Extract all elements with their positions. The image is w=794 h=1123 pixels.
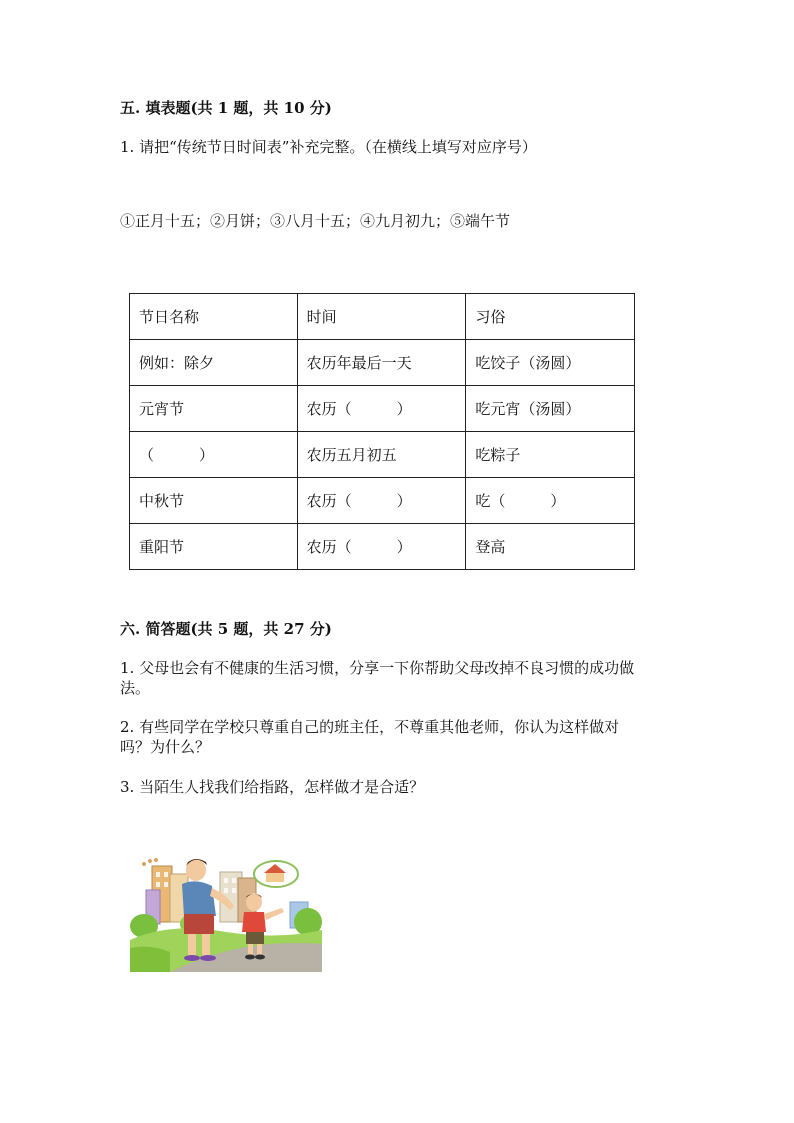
- table-cell: 吃（ ）: [466, 478, 635, 524]
- table-cell: 吃元宵（汤圆）: [466, 386, 635, 432]
- table-cell: 农历（ ）: [297, 478, 466, 524]
- question-6-1-line2: 法。: [120, 679, 151, 697]
- table-header-cell: 习俗: [466, 294, 635, 340]
- illustration-image: [130, 852, 322, 972]
- table-row: [130, 386, 635, 432]
- table-header-cell: 节日名称: [130, 294, 298, 340]
- table-cell: 吃饺子（汤圆）: [466, 340, 635, 386]
- table-cell: 元宵节: [130, 386, 298, 432]
- question-5-1: 1. 请把“传统节日时间表”补充完整。（在横线上填写对应序号）: [120, 138, 537, 156]
- table-row: [130, 432, 635, 478]
- table-cell: 农历五月初五: [297, 432, 466, 478]
- illustration-man-and-boy-giving-directions: [130, 852, 322, 972]
- table-cell: （ ）: [130, 432, 298, 478]
- question-6-1-line1: 1. 父母也会有不健康的生活习惯，分享一下你帮助父母改掉不良习惯的成功做: [120, 659, 635, 677]
- table-cell: 重阳节: [130, 524, 298, 570]
- table-row: [130, 340, 635, 386]
- table-cell: 农历（ ）: [297, 524, 466, 570]
- section6-heading: 六. 简答题(共 5 题，共 27 分): [120, 620, 332, 638]
- question-6-2-line2: 吗？为什么？: [120, 738, 211, 756]
- section5-heading: 五. 填表题(共 1 题，共 10 分): [120, 99, 332, 117]
- table-cell: 中秋节: [130, 478, 298, 524]
- options-line: ①正月十五；②月饼；③八月十五；④九月初九；⑤端午节: [120, 212, 511, 230]
- table-row: [130, 524, 635, 570]
- table-cell: 吃粽子: [466, 432, 635, 478]
- table-cell: 农历（ ）: [297, 386, 466, 432]
- table-row: [130, 478, 635, 524]
- question-6-2-line1: 2. 有些同学在学校只尊重自己的班主任，不尊重其他老师，你认为这样做对: [120, 718, 620, 736]
- table-header-cell: 时间: [297, 294, 466, 340]
- table-cell: 例如：除夕: [130, 340, 298, 386]
- table-cell: 农历年最后一天: [297, 340, 466, 386]
- festival-table: [129, 293, 635, 570]
- table-header-row: [130, 294, 635, 340]
- table-cell: 登高: [466, 524, 635, 570]
- question-6-3: 3. 当陌生人找我们给指路，怎样做才是合适？: [120, 778, 425, 796]
